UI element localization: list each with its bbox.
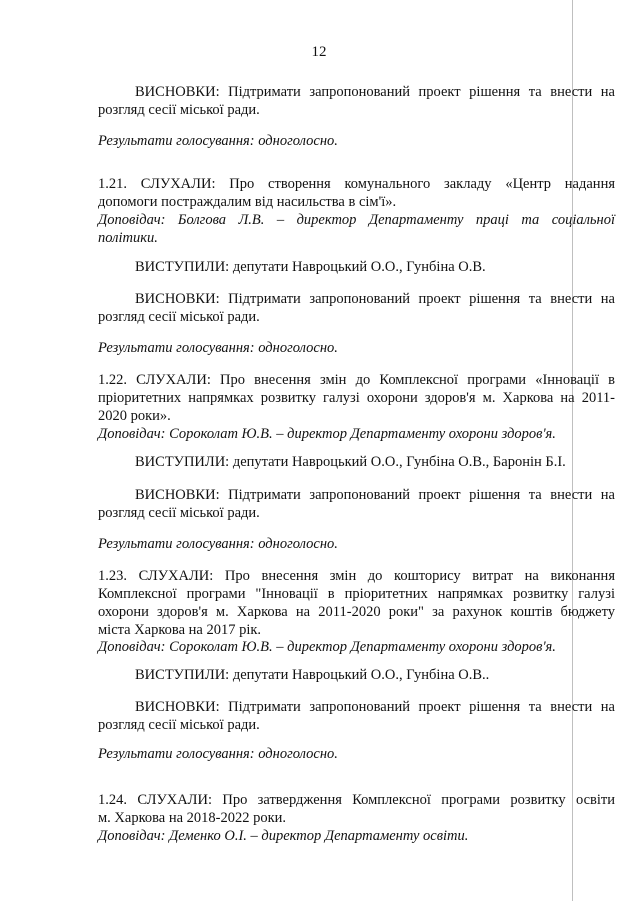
speakers-line: ВИСТУПИЛИ: депутати Навроцький О.О., Гунбіна О.В.. — [135, 667, 490, 683]
speakers-line: ВИСТУПИЛИ: депутати Навроцький О.О., Гунбіна О.В. — [135, 259, 486, 275]
speaker-line: Доповідач: Болгова Л.В. – директор Департаменту праці та соціальної — [98, 212, 615, 228]
conclusion-line: розгляд сесії міської ради. — [98, 717, 260, 733]
heard-line: 1.21. СЛУХАЛИ: Про створення комунального закладу «Центр надання — [98, 176, 615, 192]
heard-line: м. Харкова на 2018-2022 роки. — [98, 810, 287, 826]
scan-artifact-line — [572, 0, 573, 901]
conclusion-line: розгляд сесії міської ради. — [98, 505, 260, 521]
conclusion-line: ВИСНОВКИ: Підтримати запропонований проект рішення та внести на — [135, 291, 615, 307]
heard-line: 2020 роки». — [98, 408, 171, 424]
conclusion-line: розгляд сесії міської ради. — [98, 309, 260, 325]
conclusion-line: ВИСНОВКИ: Підтримати запропонований проект рішення та внести на — [135, 84, 615, 100]
heard-line: Комплексної програми "Інновації в пріоритетних напрямках розвитку галузі — [98, 586, 615, 602]
conclusion-line: ВИСНОВКИ: Підтримати запропонований проект рішення та внести на — [135, 699, 615, 715]
speakers-line: ВИСТУПИЛИ: депутати Навроцький О.О., Гунбіна О.В., Баронін Б.І. — [135, 454, 566, 470]
heard-line: допомоги постраждалим від насильства в сім'ї». — [98, 194, 397, 210]
vote-result: Результати голосування: одноголосно. — [98, 746, 338, 762]
conclusion-line: розгляд сесії міської ради. — [98, 102, 260, 118]
speaker-line: Доповідач: Сороколат Ю.В. – директор Департаменту охорони здоров'я. — [98, 426, 556, 442]
speaker-line: Доповідач: Сороколат Ю.В. – директор Департаменту охорони здоров'я. — [98, 639, 556, 655]
vote-result: Результати голосування: одноголосно. — [98, 536, 338, 552]
heard-line: пріоритетних напрямках розвитку галузі охорони здоров'я м. Харкова на 2011- — [98, 390, 615, 406]
heard-line: охорони здоров'я м. Харкова на 2011-2020 роки" за рахунок коштів бюджету — [98, 604, 615, 620]
heard-line: 1.22. СЛУХАЛИ: Про внесення змін до Комплексної програми «Інновації в — [98, 372, 615, 388]
heard-line: 1.23. СЛУХАЛИ: Про внесення змін до кошторису витрат на виконання — [98, 568, 615, 584]
speaker-line: Доповідач: Деменко О.І. – директор Департаменту освіти. — [98, 828, 469, 844]
heard-line: 1.24. СЛУХАЛИ: Про затвердження Комплексної програми розвитку освіти — [98, 792, 615, 808]
vote-result: Результати голосування: одноголосно. — [98, 133, 338, 149]
heard-line: міста Харкова на 2017 рік. — [98, 622, 262, 638]
vote-result: Результати голосування: одноголосно. — [98, 340, 338, 356]
speaker-line: політики. — [98, 230, 158, 246]
page-number: 12 — [311, 44, 327, 60]
conclusion-line: ВИСНОВКИ: Підтримати запропонований проект рішення та внести на — [135, 487, 615, 503]
